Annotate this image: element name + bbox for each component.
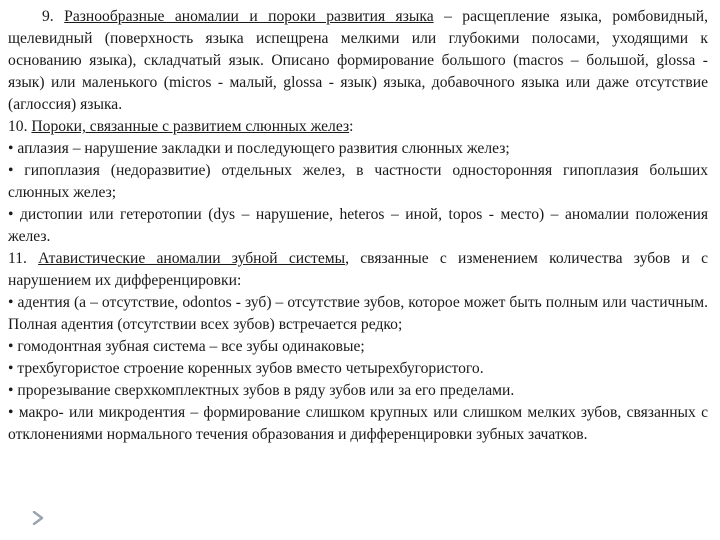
paragraph-9-heading: Разнообразные аномалии и пороки развития языка xyxy=(64,8,434,25)
list-item: • дистопии или гетеротопии (dys – нарушение, heteros – иной, topos - место) – аномалии положения желез. xyxy=(8,206,708,245)
paragraph-9-text: – расщепление языка, ромбовидный, щелевидный (поверхность языка испещрена мелкими или глубокими полосами, уходящими к основанию языка), складчатый язык. Описано формирование большого (macros – большой, glossa - язык) или маленького (micros - малый, glossa - язык) языка, добавочного языка или даже отсутствие (аглоссия) языка. xyxy=(8,8,708,113)
list-item: • макро- или микродентия – формирование слишком крупных или слишком мелких зубов, связанных с отклонениями нормального течения образования и дифференцировки зубных зачатков. xyxy=(8,404,708,443)
paragraph-10-heading: Пороки, связанные с развитием слюнных желез xyxy=(31,118,350,135)
list-item: • гомодонтная зубная система – все зубы одинаковые; xyxy=(8,338,365,355)
paragraph-10-number: 10. xyxy=(8,118,28,135)
paragraph-11-number: 11. xyxy=(8,250,27,267)
list-item: • аплазия – нарушение закладки и последующего развития слюнных желез; xyxy=(8,140,510,157)
list-item: • трехбугористое строение коренных зубов вместо четырехбугористого. xyxy=(8,360,484,377)
document-body xyxy=(8,6,708,446)
paragraph-9 xyxy=(8,6,708,116)
paragraph-10 xyxy=(8,116,708,138)
paragraph-11-text: , связанные с изменением количества зубов и с нарушением их дифференцировки: xyxy=(8,250,709,289)
list-item: • адентия (а – отсутствие, odontos - зуб) – отсутствие зубов, которое может быть полным или частичным. Полная адентия (отсутствии всех зубов) встречается редко; xyxy=(8,294,708,333)
list-item: • прорезывание сверхкомплектных зубов в ряду зубов или за его пределами. xyxy=(8,382,515,399)
paragraph-11 xyxy=(8,248,708,292)
chevron-right-icon[interactable] xyxy=(30,511,46,525)
list-item: • гипоплазия (недоразвитие) отдельных желез, в частности односторонняя гипоплазия больших слюнных желез; xyxy=(8,162,708,201)
paragraph-9-number: 9. xyxy=(42,8,54,25)
paragraph-10-colon: : xyxy=(349,118,354,135)
paragraph-11-heading: Атавистические аномалии зубной системы xyxy=(38,250,346,267)
